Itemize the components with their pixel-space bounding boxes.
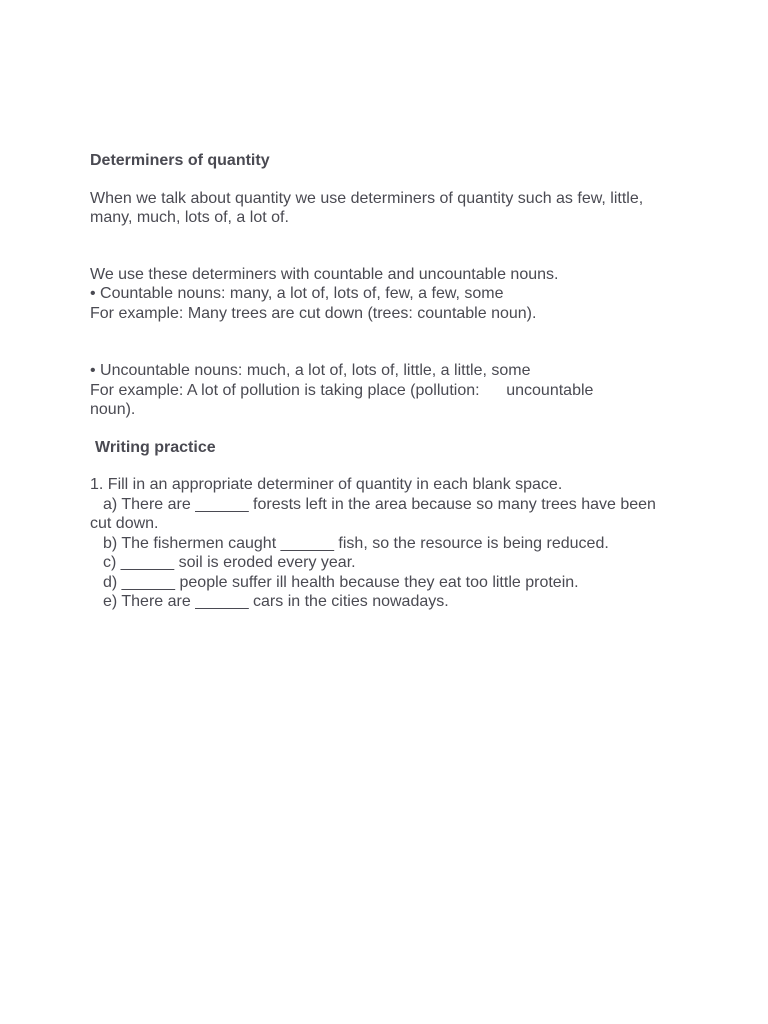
exercise-item-a	[90, 495, 680, 515]
exercise-item-e: e) There are ______ cars in the cities nowadays.	[103, 593, 449, 610]
practice-title: Writing practice	[95, 438, 216, 456]
document-title: Determiners of quantity	[90, 152, 270, 169]
exercise-item-a-continuation: cut down.	[90, 515, 159, 532]
uncountable-example-line-1: For example: A lot of pollution is taking place (pollution: uncountable	[90, 381, 594, 399]
intro-line-1: When we talk about quantity we use determiners of quantity such as few, little,	[90, 189, 644, 207]
exercise-item-d: d) ______ people suffer ill health because they eat too little protein.	[103, 573, 579, 591]
exercise-instruction: 1. Fill in an appropriate determiner of quantity in each blank space.	[90, 476, 563, 493]
intro-line-2: many, much, lots of, a lot of.	[90, 209, 289, 226]
exercise-item-a-text: a) There are ______ forests left in the area because so many trees have been	[103, 495, 656, 513]
exercise-item-c: c) ______ soil is eroded every year.	[103, 554, 356, 571]
uncountable-nouns-line: • Uncountable nouns: much, a lot of, lots of, little, a little, some	[90, 362, 531, 379]
exercise-item-b: b) The fishermen caught ______ fish, so the resource is being reduced.	[103, 534, 609, 552]
uncountable-example-line-2: noun).	[90, 401, 136, 418]
exercise-list	[90, 495, 680, 612]
countable-example-line: For example: Many trees are cut down (trees: countable noun).	[90, 304, 537, 322]
usage-line: We use these determiners with countable and uncountable nouns.	[90, 265, 559, 283]
countable-nouns-line: • Countable nouns: many, a lot of, lots of, few, a few, some	[90, 285, 504, 302]
document-page	[90, 151, 680, 612]
